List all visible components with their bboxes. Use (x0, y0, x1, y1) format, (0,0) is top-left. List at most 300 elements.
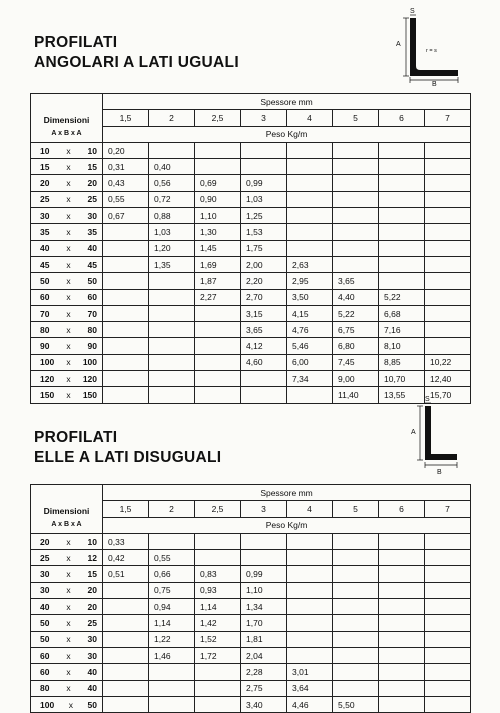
dim-a: 10 (40, 145, 50, 156)
weight-cell (425, 615, 471, 631)
weight-cell (149, 696, 195, 712)
weight-cell (333, 631, 379, 647)
section1-title-line2: ANGOLARI A LATI UGUALI (34, 54, 239, 71)
weight-cell (103, 338, 149, 354)
weight-cell: 4,15 (287, 305, 333, 321)
dim-a: 50 (40, 618, 50, 629)
table-row (31, 338, 471, 354)
weight-cell: 0,33 (103, 533, 149, 549)
weight-cell: 2,63 (287, 256, 333, 272)
dim-a: 40 (40, 243, 50, 254)
weight-cell (241, 550, 287, 566)
weight-cell (287, 387, 333, 403)
weight-cell: 1,03 (241, 191, 287, 207)
dim-a: 45 (40, 259, 50, 270)
weight-cell (333, 664, 379, 680)
dimension-cell (31, 599, 103, 615)
dimension-cell (31, 289, 103, 305)
unequal-angle-diagram (405, 392, 475, 478)
weight-cell (379, 142, 425, 158)
weight-cell (379, 631, 425, 647)
dim-b: 50 (87, 275, 97, 286)
dim-a: 60 (40, 666, 50, 677)
table-row (31, 664, 471, 680)
weight-cell (333, 550, 379, 566)
dimension-cell (31, 664, 103, 680)
weight-cell (379, 159, 425, 175)
dim-x: x (66, 275, 71, 286)
dim-x: x (66, 227, 71, 238)
weight-cell (287, 208, 333, 224)
peso-row (31, 126, 471, 142)
weight-cell: 1,25 (241, 208, 287, 224)
dimension-cell (31, 191, 103, 207)
dimension-cell (31, 371, 103, 387)
weight-cell: 0,93 (195, 582, 241, 598)
weight-cell: 0,69 (195, 175, 241, 191)
dimension-cell (31, 387, 103, 403)
dimension-cell (31, 208, 103, 224)
weight-cell: 1,35 (149, 256, 195, 272)
weight-cell (379, 647, 425, 663)
dim-b: 15 (87, 569, 97, 580)
weight-cell: 2,20 (241, 273, 287, 289)
dimension-cell (31, 322, 103, 338)
weight-cell (425, 142, 471, 158)
dim-b: 30 (87, 650, 97, 661)
weight-cell (287, 631, 333, 647)
weight-cell (287, 582, 333, 598)
weight-cell: 0,42 (103, 550, 149, 566)
weight-cell: 1,81 (241, 631, 287, 647)
table-row (31, 142, 471, 158)
diagram-b-label: B (432, 81, 437, 88)
weight-cell: 5,50 (333, 696, 379, 712)
dim-x: x (66, 650, 71, 661)
weight-cell (195, 142, 241, 158)
weight-cell (149, 680, 195, 696)
weight-cell: 1,46 (149, 647, 195, 663)
table-row (31, 647, 471, 663)
dim-x: x (66, 210, 71, 221)
dimensioni-label: Dimensioni (43, 115, 90, 126)
weight-cell (425, 338, 471, 354)
weight-cell: 1,45 (195, 240, 241, 256)
dimension-cell (31, 338, 103, 354)
section2-title-line2: ELLE A LATI DISUGUALI (34, 449, 222, 466)
weight-cell: 0,51 (103, 566, 149, 582)
thickness-cell: 1,5 (103, 110, 149, 126)
weight-cell (103, 696, 149, 712)
weight-cell: 0,66 (149, 566, 195, 582)
weight-cell (425, 240, 471, 256)
dim-a: 80 (40, 683, 50, 694)
weight-cell: 1,10 (241, 582, 287, 598)
weight-cell: 2,27 (195, 289, 241, 305)
weight-cell: 2,04 (241, 647, 287, 663)
section1-title-line1: PROFILATI (34, 34, 118, 51)
weight-cell: 11,40 (333, 387, 379, 403)
dim-x: x (66, 178, 71, 189)
weight-cell: 7,34 (287, 371, 333, 387)
weight-cell (195, 338, 241, 354)
thickness-cell: 5 (333, 501, 379, 517)
section2-title (34, 428, 221, 468)
weight-cell: 1,75 (241, 240, 287, 256)
table-row (31, 533, 471, 549)
dim-x: x (66, 683, 71, 694)
weight-cell (149, 354, 195, 370)
weight-cell (287, 615, 333, 631)
dimension-cell (31, 550, 103, 566)
weight-cell (149, 273, 195, 289)
weight-cell (379, 664, 425, 680)
dimension-cell (31, 175, 103, 191)
dim-x: x (66, 634, 71, 645)
weight-cell (379, 224, 425, 240)
dimension-cell (31, 159, 103, 175)
weight-cell (103, 631, 149, 647)
weight-cell (379, 599, 425, 615)
dimensioni-header (31, 94, 103, 127)
dim-b: 45 (87, 259, 97, 270)
weight-cell (103, 615, 149, 631)
dim-x: x (66, 552, 71, 563)
weight-cell: 3,40 (241, 696, 287, 712)
weight-cell (195, 305, 241, 321)
dim-x: x (66, 373, 71, 384)
weight-cell: 0,99 (241, 175, 287, 191)
weight-cell: 3,65 (241, 322, 287, 338)
dim-x: x (66, 357, 71, 368)
weight-cell: 7,16 (379, 322, 425, 338)
dim-b: 20 (87, 601, 97, 612)
weight-cell: 1,87 (195, 273, 241, 289)
dim-b: 40 (87, 243, 97, 254)
weight-cell: 1,20 (149, 240, 195, 256)
thickness-cell: 2 (149, 110, 195, 126)
weight-cell (333, 208, 379, 224)
weight-cell (379, 680, 425, 696)
weight-cell (379, 273, 425, 289)
dim-x: x (66, 585, 71, 596)
weight-cell (241, 159, 287, 175)
thickness-cell: 5 (333, 110, 379, 126)
weight-cell (333, 533, 379, 549)
dimensioni-sub: A x B x A (31, 517, 103, 533)
weight-cell (379, 566, 425, 582)
table-row (31, 289, 471, 305)
weight-cell (241, 533, 287, 549)
weight-cell: 0,56 (149, 175, 195, 191)
weight-cell: 6,75 (333, 322, 379, 338)
weight-cell (379, 240, 425, 256)
dim-x: x (66, 259, 71, 270)
weight-cell (103, 599, 149, 615)
dimensioni-label: Dimensioni (43, 506, 90, 517)
weight-cell: 0,99 (241, 566, 287, 582)
weight-cell: 13,55 (379, 387, 425, 403)
weight-cell: 2,28 (241, 664, 287, 680)
weight-cell (425, 664, 471, 680)
weight-cell: 0,90 (195, 191, 241, 207)
dim-a: 30 (40, 585, 50, 596)
weight-cell: 10,70 (379, 371, 425, 387)
dim-b: 40 (87, 683, 97, 694)
weight-cell (195, 354, 241, 370)
weight-cell (425, 582, 471, 598)
weight-cell (195, 322, 241, 338)
weight-cell (149, 664, 195, 680)
dimension-cell (31, 240, 103, 256)
diagram2-b-label: B (437, 469, 442, 476)
weight-cell (149, 371, 195, 387)
weight-cell (333, 647, 379, 663)
weight-cell (333, 159, 379, 175)
dimension-cell (31, 142, 103, 158)
weight-cell (287, 159, 333, 175)
weight-cell: 4,76 (287, 322, 333, 338)
weight-cell: 2,00 (241, 256, 287, 272)
dim-a: 60 (40, 650, 50, 661)
dim-a: 40 (40, 601, 50, 612)
diagram-a-label: A (396, 41, 401, 48)
diagram-r-label: r = s (426, 48, 437, 54)
weight-cell (287, 142, 333, 158)
weight-cell: 1,14 (195, 599, 241, 615)
dim-b: 150 (82, 389, 97, 400)
dimension-cell (31, 582, 103, 598)
thickness-cell: 4 (287, 501, 333, 517)
thickness-cell: 6 (379, 110, 425, 126)
weight-cell (333, 191, 379, 207)
weight-cell (149, 338, 195, 354)
weight-cell (425, 696, 471, 712)
dim-a: 25 (40, 194, 50, 205)
dim-x: x (66, 618, 71, 629)
weight-cell: 0,40 (149, 159, 195, 175)
weight-cell (103, 371, 149, 387)
dimension-cell (31, 647, 103, 663)
weight-cell (425, 208, 471, 224)
weight-cell (287, 240, 333, 256)
section1-title (34, 33, 239, 73)
header-row (31, 485, 471, 501)
dim-b: 70 (87, 308, 97, 319)
dim-b: 30 (87, 634, 97, 645)
weight-cell (425, 305, 471, 321)
weight-cell (287, 224, 333, 240)
weight-cell (425, 191, 471, 207)
dimension-cell (31, 305, 103, 321)
weight-cell: 0,55 (149, 550, 195, 566)
table-row (31, 175, 471, 191)
thickness-cell: 7 (425, 501, 471, 517)
weight-cell (103, 387, 149, 403)
weight-cell: 5,22 (333, 305, 379, 321)
weight-cell (333, 582, 379, 598)
thickness-cell: 2,5 (195, 110, 241, 126)
weight-cell (195, 371, 241, 387)
equal-angle-table (30, 93, 471, 404)
weight-cell (425, 566, 471, 582)
dimension-cell (31, 354, 103, 370)
peso-row (31, 517, 471, 533)
weight-cell (287, 647, 333, 663)
dim-b: 120 (82, 373, 97, 384)
weight-cell (149, 289, 195, 305)
weight-cell: 15,70 (425, 387, 471, 403)
dim-x: x (66, 161, 71, 172)
dimensioni-sub: A x B x A (31, 126, 103, 142)
table-row (31, 631, 471, 647)
weight-cell: 0,55 (103, 191, 149, 207)
weight-cell: 12,40 (425, 371, 471, 387)
dimension-cell (31, 533, 103, 549)
weight-cell (195, 533, 241, 549)
weight-cell: 7,45 (333, 354, 379, 370)
weight-cell: 9,00 (333, 371, 379, 387)
dimension-cell (31, 256, 103, 272)
dim-x: x (66, 536, 71, 547)
dim-a: 120 (40, 373, 55, 384)
weight-cell: 1,72 (195, 647, 241, 663)
weight-cell: 4,12 (241, 338, 287, 354)
weight-cell (379, 191, 425, 207)
dim-b: 100 (82, 357, 97, 368)
dim-a: 90 (40, 341, 50, 352)
weight-cell (425, 224, 471, 240)
dim-a: 30 (40, 569, 50, 580)
dim-b: 15 (87, 161, 97, 172)
weight-cell: 0,94 (149, 599, 195, 615)
weight-cell: 6,80 (333, 338, 379, 354)
weight-cell (425, 599, 471, 615)
thickness-cell: 4 (287, 110, 333, 126)
dim-a: 60 (40, 292, 50, 303)
thickness-cell: 2,5 (195, 501, 241, 517)
table-row (31, 305, 471, 321)
table-row (31, 208, 471, 224)
table-row (31, 371, 471, 387)
table-row (31, 566, 471, 582)
weight-cell: 1,42 (195, 615, 241, 631)
thickness-cell: 7 (425, 110, 471, 126)
dim-b: 35 (87, 227, 97, 238)
weight-cell (425, 175, 471, 191)
weight-cell: 8,10 (379, 338, 425, 354)
weight-cell: 1,14 (149, 615, 195, 631)
thickness-cell: 2 (149, 501, 195, 517)
dim-b: 30 (87, 210, 97, 221)
dim-b: 25 (87, 194, 97, 205)
diagram-s-label: S (410, 8, 415, 15)
weight-cell (149, 142, 195, 158)
weight-cell (333, 142, 379, 158)
weight-cell: 0,88 (149, 208, 195, 224)
weight-cell (241, 142, 287, 158)
dimension-cell (31, 224, 103, 240)
dim-b: 10 (87, 536, 97, 547)
table-row (31, 582, 471, 598)
dim-a: 15 (40, 161, 50, 172)
weight-cell (425, 159, 471, 175)
weight-cell (103, 256, 149, 272)
dim-x: x (66, 389, 71, 400)
weight-cell (425, 256, 471, 272)
weight-cell: 1,52 (195, 631, 241, 647)
weight-cell (287, 599, 333, 615)
weight-cell: 2,95 (287, 273, 333, 289)
weight-cell: 10,22 (425, 354, 471, 370)
dim-b: 60 (87, 292, 97, 303)
weight-cell: 1,70 (241, 615, 287, 631)
weight-cell: 6,00 (287, 354, 333, 370)
weight-cell: 0,43 (103, 175, 149, 191)
dim-a: 50 (40, 634, 50, 645)
dim-b: 10 (87, 145, 97, 156)
dim-b: 12 (87, 552, 97, 563)
weight-cell: 1,53 (241, 224, 287, 240)
weight-cell (425, 273, 471, 289)
dim-x: x (66, 569, 71, 580)
dimensioni-header (31, 485, 103, 518)
weight-cell (195, 159, 241, 175)
weight-cell (103, 224, 149, 240)
weight-cell (103, 273, 149, 289)
weight-cell (379, 582, 425, 598)
section2-title-line1: PROFILATI (34, 429, 118, 446)
table-row (31, 680, 471, 696)
weight-cell (379, 208, 425, 224)
weight-cell (333, 599, 379, 615)
weight-cell (149, 533, 195, 549)
thickness-cell: 3 (241, 110, 287, 126)
table-row (31, 615, 471, 631)
peso-header: Peso Kg/m (103, 126, 471, 142)
weight-cell (425, 533, 471, 549)
weight-cell (103, 664, 149, 680)
weight-cell (425, 647, 471, 663)
weight-cell (379, 175, 425, 191)
weight-cell (333, 256, 379, 272)
table-row (31, 599, 471, 615)
table-row (31, 191, 471, 207)
weight-cell (379, 615, 425, 631)
dim-x: x (66, 292, 71, 303)
weight-cell (195, 387, 241, 403)
dim-x: x (68, 699, 73, 710)
weight-cell: 1,22 (149, 631, 195, 647)
spessore-header: Spessore mm (103, 94, 471, 110)
weight-cell (103, 582, 149, 598)
diagram2-s-label: S (425, 396, 430, 403)
weight-cell (103, 305, 149, 321)
weight-cell: 4,40 (333, 289, 379, 305)
weight-cell (425, 550, 471, 566)
weight-cell (333, 175, 379, 191)
weight-cell: 6,68 (379, 305, 425, 321)
dimension-cell (31, 696, 103, 712)
weight-cell (379, 533, 425, 549)
dim-b: 40 (87, 666, 97, 677)
header-row (31, 94, 471, 110)
dim-b: 50 (87, 699, 97, 710)
weight-cell: 3,01 (287, 664, 333, 680)
dimension-cell (31, 631, 103, 647)
weight-cell: 5,22 (379, 289, 425, 305)
dim-x: x (66, 324, 71, 335)
